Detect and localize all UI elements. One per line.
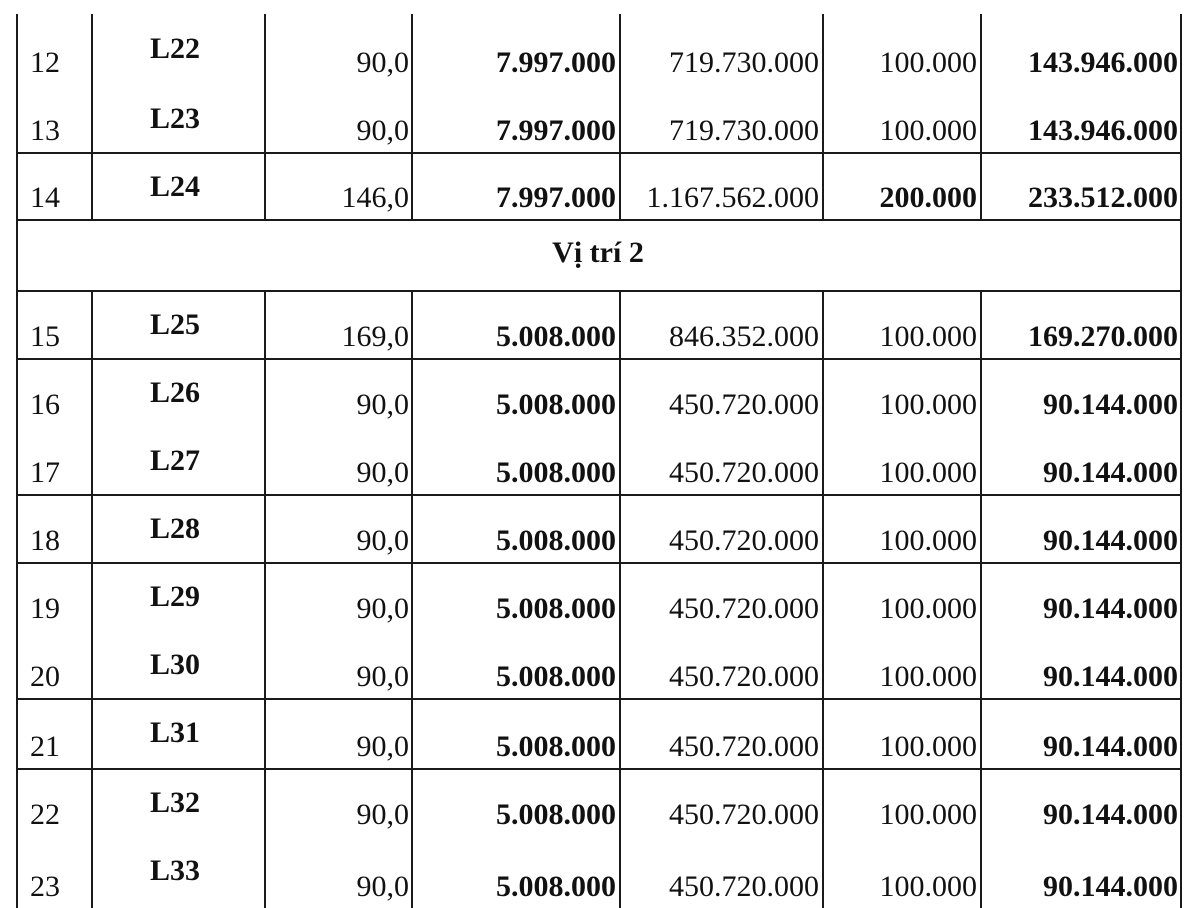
fee-value: 100.000 <box>879 46 977 79</box>
area-value: 90,0 <box>356 524 409 557</box>
fee-value: 100.000 <box>879 798 977 831</box>
column-divider <box>822 84 824 152</box>
row-divider <box>16 562 1180 564</box>
column-divider <box>619 152 621 219</box>
area-value: 90,0 <box>356 870 409 903</box>
unit-price: 5.008.000 <box>496 320 616 353</box>
fee-value: 100.000 <box>879 524 977 557</box>
column-divider <box>980 152 982 219</box>
row-divider <box>16 358 1180 360</box>
column-divider <box>980 698 982 768</box>
column-divider <box>91 836 93 908</box>
column-divider <box>822 698 824 768</box>
column-divider <box>16 768 18 836</box>
lot-code: L23 <box>150 102 201 135</box>
column-divider <box>91 358 93 426</box>
deposit-value: 90.144.000 <box>1043 456 1178 489</box>
deposit-value: 90.144.000 <box>1043 524 1178 557</box>
column-divider <box>619 698 621 768</box>
column-divider <box>16 290 18 358</box>
column-divider <box>1180 290 1182 358</box>
lot-code: L33 <box>150 854 201 887</box>
column-divider <box>619 426 621 494</box>
column-divider <box>16 562 18 630</box>
column-divider <box>980 768 982 836</box>
column-divider <box>1180 630 1182 698</box>
column-divider <box>91 14 93 84</box>
area-value: 90,0 <box>356 388 409 421</box>
column-divider <box>91 630 93 698</box>
column-divider <box>822 152 824 219</box>
fee-value: 100.000 <box>879 320 977 353</box>
fee-value: 200.000 <box>879 181 977 214</box>
row-divider <box>16 152 1180 154</box>
column-divider <box>91 84 93 152</box>
row-divider <box>16 219 1180 221</box>
column-divider <box>16 358 18 426</box>
row-number: 23 <box>30 870 60 903</box>
column-divider <box>411 290 413 358</box>
deposit-value: 90.144.000 <box>1043 798 1178 831</box>
column-divider <box>91 562 93 630</box>
column-divider <box>619 562 621 630</box>
column-divider <box>264 494 266 562</box>
deposit-value: 90.144.000 <box>1043 660 1178 693</box>
column-divider <box>264 152 266 219</box>
deposit-value: 90.144.000 <box>1043 730 1178 763</box>
column-divider <box>619 768 621 836</box>
column-divider <box>16 698 18 768</box>
unit-price: 5.008.000 <box>496 730 616 763</box>
column-divider <box>91 768 93 836</box>
lot-code: L31 <box>150 716 201 749</box>
fee-value: 100.000 <box>879 114 977 147</box>
column-divider <box>619 290 621 358</box>
row-number: 12 <box>30 46 60 79</box>
row-divider <box>16 290 1180 292</box>
unit-price: 7.997.000 <box>496 46 616 79</box>
column-divider <box>619 84 621 152</box>
column-divider <box>980 358 982 426</box>
area-value: 169,0 <box>341 320 409 353</box>
column-divider <box>1180 836 1182 908</box>
column-divider <box>1180 152 1182 219</box>
row-number: 15 <box>30 320 60 353</box>
column-divider <box>980 630 982 698</box>
column-divider <box>822 14 824 84</box>
deposit-value: 169.270.000 <box>1028 320 1178 353</box>
total-price: 450.720.000 <box>669 456 819 489</box>
area-value: 90,0 <box>356 660 409 693</box>
column-divider <box>822 358 824 426</box>
column-divider <box>91 152 93 219</box>
column-divider <box>1180 494 1182 562</box>
fee-value: 100.000 <box>879 870 977 903</box>
unit-price: 7.997.000 <box>496 114 616 147</box>
total-price: 450.720.000 <box>669 730 819 763</box>
column-divider <box>264 836 266 908</box>
deposit-value: 90.144.000 <box>1043 870 1178 903</box>
total-price: 1.167.562.000 <box>646 181 819 214</box>
lot-code: L24 <box>150 170 201 203</box>
lot-code: L27 <box>150 444 201 477</box>
row-divider <box>16 768 1180 770</box>
column-divider <box>822 290 824 358</box>
column-divider <box>822 630 824 698</box>
column-divider <box>980 562 982 630</box>
column-divider <box>16 426 18 494</box>
column-divider <box>980 84 982 152</box>
unit-price: 5.008.000 <box>496 456 616 489</box>
column-divider <box>822 426 824 494</box>
lot-code: L25 <box>150 308 201 341</box>
column-divider <box>619 494 621 562</box>
lot-code: L22 <box>150 32 201 65</box>
lot-code: L32 <box>150 786 201 819</box>
section-heading: Vị trí 2 <box>552 236 644 269</box>
column-divider <box>264 426 266 494</box>
unit-price: 5.008.000 <box>496 388 616 421</box>
row-number: 19 <box>30 592 60 625</box>
column-divider <box>822 768 824 836</box>
area-value: 90,0 <box>356 456 409 489</box>
column-divider <box>1180 84 1182 152</box>
unit-price: 5.008.000 <box>496 660 616 693</box>
row-number: 22 <box>30 798 60 831</box>
total-price: 450.720.000 <box>669 592 819 625</box>
row-divider <box>16 494 1180 496</box>
area-value: 90,0 <box>356 114 409 147</box>
lot-code: L28 <box>150 512 201 545</box>
column-divider <box>619 630 621 698</box>
column-divider <box>822 836 824 908</box>
column-divider <box>264 358 266 426</box>
column-divider <box>619 358 621 426</box>
lot-code: L29 <box>150 580 201 613</box>
column-divider <box>1180 426 1182 494</box>
column-divider <box>16 494 18 562</box>
row-divider <box>16 698 1180 700</box>
column-divider <box>980 494 982 562</box>
column-divider <box>16 84 18 152</box>
column-divider <box>411 84 413 152</box>
total-price: 450.720.000 <box>669 660 819 693</box>
deposit-value: 143.946.000 <box>1028 114 1178 147</box>
column-divider <box>264 698 266 768</box>
total-price: 450.720.000 <box>669 388 819 421</box>
total-price: 719.730.000 <box>669 46 819 79</box>
column-divider <box>411 358 413 426</box>
row-number: 18 <box>30 524 60 557</box>
column-divider <box>619 14 621 84</box>
total-price: 450.720.000 <box>669 798 819 831</box>
column-divider <box>1180 14 1182 84</box>
unit-price: 5.008.000 <box>496 870 616 903</box>
column-divider <box>411 494 413 562</box>
fee-value: 100.000 <box>879 730 977 763</box>
row-number: 21 <box>30 730 60 763</box>
column-divider <box>1180 219 1182 290</box>
fee-value: 100.000 <box>879 456 977 489</box>
deposit-value: 90.144.000 <box>1043 592 1178 625</box>
column-divider <box>980 836 982 908</box>
column-divider <box>411 152 413 219</box>
column-divider <box>411 630 413 698</box>
column-divider <box>822 562 824 630</box>
column-divider <box>411 698 413 768</box>
column-divider <box>264 84 266 152</box>
row-number: 17 <box>30 456 60 489</box>
column-divider <box>411 426 413 494</box>
column-divider <box>16 14 18 84</box>
column-divider <box>980 14 982 84</box>
column-divider <box>1180 698 1182 768</box>
column-divider <box>411 14 413 84</box>
column-divider <box>91 494 93 562</box>
area-value: 146,0 <box>341 181 409 214</box>
fee-value: 100.000 <box>879 660 977 693</box>
column-divider <box>411 768 413 836</box>
unit-price: 7.997.000 <box>496 181 616 214</box>
fee-value: 100.000 <box>879 592 977 625</box>
column-divider <box>264 14 266 84</box>
column-divider <box>1180 562 1182 630</box>
column-divider <box>822 494 824 562</box>
column-divider <box>264 562 266 630</box>
unit-price: 5.008.000 <box>496 798 616 831</box>
column-divider <box>91 426 93 494</box>
column-divider <box>980 290 982 358</box>
total-price: 846.352.000 <box>669 320 819 353</box>
unit-price: 5.008.000 <box>496 524 616 557</box>
column-divider <box>411 562 413 630</box>
column-divider <box>16 152 18 219</box>
row-number: 13 <box>30 114 60 147</box>
column-divider <box>16 630 18 698</box>
column-divider <box>411 836 413 908</box>
total-price: 719.730.000 <box>669 114 819 147</box>
column-divider <box>91 290 93 358</box>
area-value: 90,0 <box>356 592 409 625</box>
column-divider <box>980 426 982 494</box>
fee-value: 100.000 <box>879 388 977 421</box>
column-divider <box>1180 358 1182 426</box>
row-number: 16 <box>30 388 60 421</box>
column-divider <box>264 290 266 358</box>
column-divider <box>264 768 266 836</box>
unit-price: 5.008.000 <box>496 592 616 625</box>
area-value: 90,0 <box>356 730 409 763</box>
area-value: 90,0 <box>356 798 409 831</box>
area-value: 90,0 <box>356 46 409 79</box>
deposit-value: 143.946.000 <box>1028 46 1178 79</box>
lot-code: L26 <box>150 376 201 409</box>
column-divider <box>264 630 266 698</box>
column-divider <box>16 836 18 908</box>
column-divider <box>91 698 93 768</box>
column-divider <box>1180 768 1182 836</box>
total-price: 450.720.000 <box>669 524 819 557</box>
row-number: 14 <box>30 181 60 214</box>
column-divider <box>619 836 621 908</box>
deposit-value: 90.144.000 <box>1043 388 1178 421</box>
total-price: 450.720.000 <box>669 870 819 903</box>
row-number: 20 <box>30 660 60 693</box>
deposit-value: 233.512.000 <box>1028 181 1178 214</box>
lot-code: L30 <box>150 648 201 681</box>
